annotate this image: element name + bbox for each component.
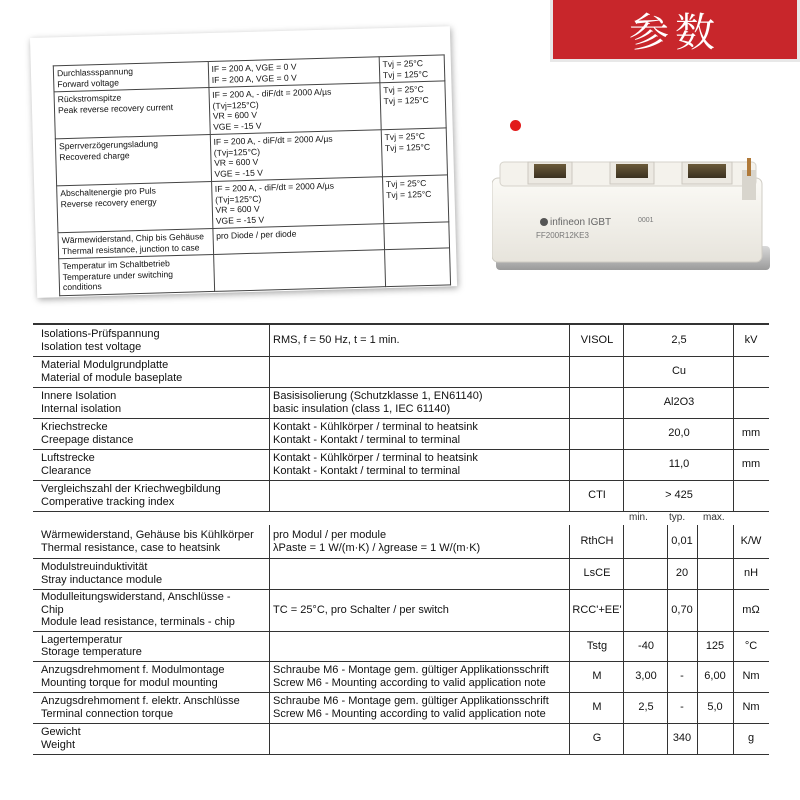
- cell-divider: [569, 558, 570, 589]
- cell-divider: [733, 723, 734, 754]
- cell-divider: [569, 325, 570, 356]
- table-row: [33, 387, 769, 419]
- cell-divider: [623, 631, 624, 661]
- module-code-text: 0001: [638, 217, 654, 224]
- condition-text: Basisisolierung (Schutzklasse 1, EN61140) basic insulation (class 1, IEC 61140): [273, 390, 483, 415]
- parameter-name: Rückstromspitze Peak reverse recovery current: [54, 88, 210, 139]
- cell-divider: [667, 589, 668, 631]
- cell-divider: [269, 449, 270, 480]
- min-value: [625, 723, 667, 754]
- cell-divider: [269, 418, 270, 449]
- condition-text: [213, 250, 385, 291]
- cell-divider: [623, 418, 624, 449]
- min-value: [625, 525, 667, 558]
- parameter-name: Vergleichszahl der Kriechwegbildung Comperative tracking index: [41, 483, 221, 508]
- unit-text: mΩ: [742, 603, 760, 616]
- parameter-name: Durchlassspannung Forward voltage: [53, 62, 208, 92]
- table-row: [33, 692, 769, 724]
- condition-text: [273, 631, 569, 661]
- unit-text: mm: [741, 458, 761, 471]
- temperature-text: Tvj = 25°C Tvj = 125°C: [381, 128, 448, 177]
- cell-divider: [697, 525, 698, 558]
- cell-divider: [569, 449, 570, 480]
- cell-divider: [269, 525, 270, 558]
- cell-divider: [269, 558, 270, 589]
- parameter-name: Gewicht Weight: [41, 726, 81, 751]
- diode-parameter-card: [30, 26, 457, 298]
- cell-divider: [569, 692, 570, 723]
- cell-divider: [269, 692, 270, 723]
- parameter-name: Lagertemperatur Storage temperature: [41, 633, 142, 658]
- value-text: Al2O3: [663, 396, 695, 409]
- temperature-text: Tvj = 25°C Tvj = 125°C: [380, 81, 447, 130]
- unit-text: K/W: [740, 535, 762, 548]
- condition-text: RMS, f = 50 Hz, t = 1 min.: [273, 334, 400, 347]
- min-value: [625, 589, 667, 631]
- cell-divider: [569, 525, 570, 558]
- unit-text: [733, 480, 769, 511]
- parameter-name: Wärmewiderstand, Gehäuse bis Kühlkörper Thermal resistance, case to heatsink: [41, 529, 254, 554]
- cell-divider: [269, 356, 270, 387]
- table-row: [33, 480, 769, 512]
- condition-text: IF = 200 A, - diF/dt = 2000 A/µs (Tvj=125°C) VR = 600 V VGE = -15 V: [211, 177, 383, 229]
- condition-text: pro Modul / per module λPaste = 1 W/(m·K) / λgrease = 1 W/(m·K): [273, 529, 481, 554]
- cell-divider: [623, 480, 624, 511]
- cell-divider: [269, 661, 270, 692]
- cell-divider: [269, 589, 270, 631]
- symbol-text: VISOL: [580, 334, 614, 347]
- cell-divider: [667, 692, 668, 723]
- temperature-text: [384, 222, 450, 250]
- cell-divider: [733, 631, 734, 661]
- cell-divider: [733, 480, 734, 511]
- module-parameter-table: [33, 323, 769, 768]
- value-text: > 425: [665, 489, 693, 502]
- condition-text: IF = 200 A, - diF/dt = 2000 A/µs (Tvj=125°C) VR = 600 V VGE = -15 V: [209, 83, 381, 135]
- symbol-text: M: [592, 670, 602, 683]
- table-row: [33, 661, 769, 693]
- unit-text: [733, 387, 769, 418]
- unit-text: Nm: [742, 670, 760, 683]
- unit-text: Nm: [742, 701, 760, 714]
- cell-divider: [623, 449, 624, 480]
- unit-text: g: [747, 732, 755, 745]
- condition-text: Schraube M6 - Montage gem. gültiger Applikationsschrift Screw M6 - Mounting according to valid application note: [273, 664, 549, 689]
- cell-divider: [269, 723, 270, 754]
- parameter-name: Innere Isolation Internal isolation: [41, 390, 122, 415]
- max-value: [697, 558, 733, 589]
- table-row: [33, 356, 769, 388]
- symbol-text: LsCE: [583, 567, 611, 580]
- cell-divider: [697, 631, 698, 661]
- table-row: [33, 449, 769, 481]
- symbol-text: [571, 449, 623, 480]
- table-row: [33, 723, 769, 755]
- parameter-name: Modulleitungswiderstand, Anschlüsse - Chip Module lead resistance, terminals - chip: [41, 591, 235, 629]
- header-typ: typ.: [669, 512, 686, 523]
- parameter-name: Temperatur im Schaltbetrieb Temperature under switching conditions: [59, 254, 215, 295]
- typ-value: 0,70: [671, 603, 693, 616]
- symbol-text: RthCH: [580, 535, 614, 548]
- cell-divider: [623, 692, 624, 723]
- cell-divider: [733, 661, 734, 692]
- cell-divider: [697, 661, 698, 692]
- parameter-name: Sperrverzögerungsladung Recovered charge: [55, 135, 211, 186]
- table-row: [33, 325, 769, 357]
- parameter-name: Material Modulgrundplatte Material of module baseplate: [41, 359, 183, 384]
- min-value: -40: [638, 639, 654, 652]
- cell-divider: [667, 558, 668, 589]
- cell-divider: [569, 661, 570, 692]
- value-text: Cu: [671, 365, 687, 378]
- condition-text: [273, 480, 569, 511]
- table-row: [33, 525, 769, 559]
- symbol-text: G: [592, 732, 602, 745]
- parameter-name: Wärmewiderstand, Chip bis Gehäuse Thermal resistance, junction to case: [58, 228, 213, 258]
- value-text: 20,0: [668, 427, 690, 440]
- table-row: [33, 631, 769, 662]
- cell-divider: [569, 387, 570, 418]
- symbol-text: M: [592, 701, 602, 714]
- cell-divider: [733, 525, 734, 558]
- cell-divider: [269, 387, 270, 418]
- cell-divider: [623, 525, 624, 558]
- parameter-name: Luftstrecke Clearance: [41, 452, 95, 477]
- max-value: [697, 589, 733, 631]
- value-text: 2,5: [671, 334, 687, 347]
- cell-divider: [667, 723, 668, 754]
- value-text: 11,0: [668, 458, 690, 471]
- parameter-name: Kriechstrecke Creepage distance: [41, 421, 134, 446]
- typ-value: [667, 631, 697, 661]
- diode-parameter-table: [53, 54, 451, 295]
- cell-divider: [269, 480, 270, 511]
- symbol-text: Tstg: [586, 639, 608, 652]
- max-value: 125: [705, 639, 725, 652]
- condition-text: Schraube M6 - Montage gem. gültiger Applikationsschrift Screw M6 - Mounting according to valid application note: [273, 695, 549, 720]
- min-value: [625, 558, 667, 589]
- cell-divider: [569, 356, 570, 387]
- header-max: max.: [703, 512, 725, 523]
- max-value: 5,0: [707, 701, 723, 714]
- cell-divider: [697, 692, 698, 723]
- symbol-text: [571, 418, 623, 449]
- symbol-text: [571, 356, 623, 387]
- condition-text: pro Diode / per diode: [212, 224, 384, 255]
- title-banner: [550, 0, 800, 62]
- condition-text: IF = 200 A, - diF/dt = 2000 A/µs (Tvj=125°C) VR = 600 V VGE = -15 V: [210, 130, 382, 182]
- cell-divider: [733, 449, 734, 480]
- cell-divider: [697, 589, 698, 631]
- cell-divider: [733, 325, 734, 356]
- typ-value: -: [680, 670, 684, 683]
- cell-divider: [623, 661, 624, 692]
- condition-text: Kontakt - Kühlkörper / terminal to heatsink Kontakt - Kontakt / terminal to terminal: [273, 452, 478, 477]
- cell-divider: [623, 589, 624, 631]
- table-row: [33, 558, 769, 590]
- cell-divider: [733, 692, 734, 723]
- igbt-module-image: [492, 142, 774, 280]
- symbol-text: CTI: [588, 489, 606, 502]
- cell-divider: [733, 387, 734, 418]
- cell-divider: [569, 589, 570, 631]
- condition-text: Kontakt - Kühlkörper / terminal to heatsink Kontakt - Kontakt / terminal to terminal: [273, 421, 478, 446]
- max-value: [697, 723, 733, 754]
- cell-divider: [269, 631, 270, 661]
- cell-divider: [733, 418, 734, 449]
- parameter-name: Isolations-Prüfspannung Isolation test voltage: [41, 328, 160, 353]
- cell-divider: [697, 723, 698, 754]
- cell-divider: [733, 589, 734, 631]
- cell-divider: [623, 558, 624, 589]
- cell-divider: [733, 356, 734, 387]
- parameter-name: Anzugsdrehmoment f. elektr. Anschlüsse Terminal connection torque: [41, 695, 240, 720]
- parameter-name: Modulstreuinduktivität Stray inductance module: [41, 561, 163, 586]
- temperature-text: [384, 248, 450, 286]
- banner-text: 参数: [629, 10, 721, 56]
- typ-value: -: [680, 701, 684, 714]
- header-min: min.: [629, 512, 648, 523]
- cell-divider: [623, 387, 624, 418]
- temperature-text: Tvj = 25°C Tvj = 125°C: [382, 175, 449, 224]
- cell-divider: [667, 661, 668, 692]
- condition-text: [273, 558, 569, 589]
- max-value: 6,00: [704, 670, 726, 683]
- cell-divider: [569, 418, 570, 449]
- typ-value: 0,01: [671, 535, 693, 548]
- min-value: 2,5: [638, 701, 654, 714]
- cell-divider: [697, 558, 698, 589]
- module-part-text: FF200R12KE3: [536, 231, 589, 240]
- table-row: [33, 418, 769, 450]
- condition-text: [273, 356, 569, 387]
- symbol-text: RCC'+EE': [572, 603, 622, 616]
- unit-text: nH: [743, 567, 759, 580]
- condition-text: IF = 200 A, VGE = 0 V IF = 200 A, VGE = 0 V: [208, 57, 380, 88]
- condition-text: TC = 25°C, pro Schalter / per switch: [273, 603, 449, 616]
- cell-divider: [667, 631, 668, 661]
- unit-text: [733, 356, 769, 387]
- red-dot-marker: [510, 120, 521, 131]
- temperature-text: Tvj = 25°C Tvj = 125°C: [379, 55, 445, 83]
- cell-divider: [623, 325, 624, 356]
- cell-divider: [269, 325, 270, 356]
- parameter-name: Anzugsdrehmoment f. Modulmontage Mounting torque for modul mounting: [41, 664, 225, 689]
- unit-text: mm: [741, 427, 761, 440]
- min-value: 3,00: [635, 670, 657, 683]
- typ-value: 340: [672, 732, 692, 745]
- typ-value: 20: [675, 567, 689, 580]
- symbol-text: [571, 387, 623, 418]
- unit-text: °C: [744, 639, 758, 652]
- cell-divider: [667, 525, 668, 558]
- min-typ-max-header: [33, 511, 769, 525]
- max-value: [697, 525, 733, 558]
- unit-text: kV: [744, 334, 758, 347]
- module-brand-text: infineon IGBT: [550, 217, 612, 228]
- cell-divider: [733, 558, 734, 589]
- cell-divider: [569, 480, 570, 511]
- parameter-name: Abschaltenergie pro Puls Reverse recovery energy: [57, 181, 213, 232]
- condition-text: [273, 723, 569, 754]
- cell-divider: [569, 631, 570, 661]
- cell-divider: [623, 356, 624, 387]
- cell-divider: [623, 723, 624, 754]
- cell-divider: [569, 723, 570, 754]
- table-row: [33, 589, 769, 632]
